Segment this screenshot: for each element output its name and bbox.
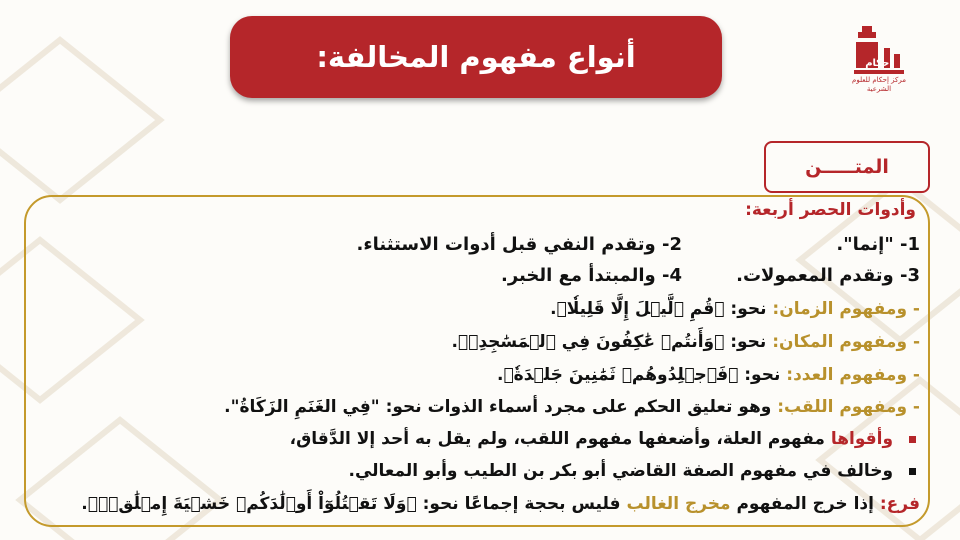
logo-subtitle: مركز إحكام للعلوم الشرعية bbox=[852, 76, 906, 93]
square-bullet-icon bbox=[909, 468, 916, 475]
tool-1: 1- "إنما". bbox=[836, 234, 920, 255]
square-bullet-icon bbox=[909, 436, 916, 443]
far-text-2: فليس بحجة إجماعًا نحو: ﴿وَلَا تَقۡتُلُوٓاْ أَوۡلَٰدَكُمۡ خَشۡيَةَ إِمۡلَٰقٖۖ﴾. bbox=[81, 494, 621, 514]
tool-3: 3- وتقدم المعمولات. bbox=[736, 265, 920, 286]
far-line bbox=[81, 494, 920, 514]
far-gold: مخرج الغالب bbox=[626, 494, 731, 514]
aqwaha-text: مفهوم العلة، وأضعفها مفهوم اللقب، ولم يقل به أحد إلا الدَّقاق، bbox=[289, 429, 825, 449]
zaman-label: - ومفهوم الزمان: bbox=[772, 299, 920, 319]
tool-2: 2- وتقدم النفي قبل أدوات الاستثناء. bbox=[356, 234, 682, 255]
tool-4: 4- والمبتدأ مع الخبر. bbox=[501, 265, 682, 286]
aqwaha-line bbox=[290, 429, 916, 449]
far-text-1: إذا خرج المفهوم bbox=[736, 494, 874, 514]
aqwaha-label: وأقواها bbox=[830, 429, 894, 449]
makan-line bbox=[451, 332, 920, 352]
khalaf-text: وخالف في مفهوم الصفة القاضي أبو بكر بن الطيب وأبو المعالي. bbox=[348, 461, 894, 481]
makan-text: نحو: ﴿وَأَنتُمۡ عَٰكِفُونَ فِي ٱلۡمَسَٰجِدِۗ﴾. bbox=[451, 332, 767, 352]
slide-title: أنواع مفهوم المخالفة: bbox=[230, 16, 722, 98]
zaman-line bbox=[550, 299, 920, 319]
makan-label: - ومفهوم المكان: bbox=[772, 332, 920, 352]
laqab-label: - ومفهوم اللقب: bbox=[777, 397, 920, 417]
adad-text: نحو: ﴿فَٱجۡلِدُوهُمۡ ثَمَٰنِينَ جَلۡدَةٗ﴾. bbox=[497, 365, 781, 385]
tools-heading: وأدوات الحصر أربعة: bbox=[745, 200, 916, 220]
laqab-line bbox=[224, 397, 920, 417]
logo-name: إحكام bbox=[865, 58, 893, 69]
khalaf-line bbox=[349, 461, 917, 481]
adad-line bbox=[497, 365, 920, 385]
adad-label: - ومفهوم العدد: bbox=[786, 365, 920, 385]
far-label: فرع: bbox=[879, 494, 920, 514]
matn-tab: المتـــــن bbox=[764, 141, 930, 193]
zaman-text: نحو: ﴿قُمِ ٱلَّيۡلَ إِلَّا قَلِيلٗا﴾. bbox=[550, 299, 767, 319]
laqab-text: وهو تعليق الحكم على مجرد أسماء الذوات نحو: "فِي الغَنَمِ الزَكَاةُ". bbox=[224, 397, 772, 417]
